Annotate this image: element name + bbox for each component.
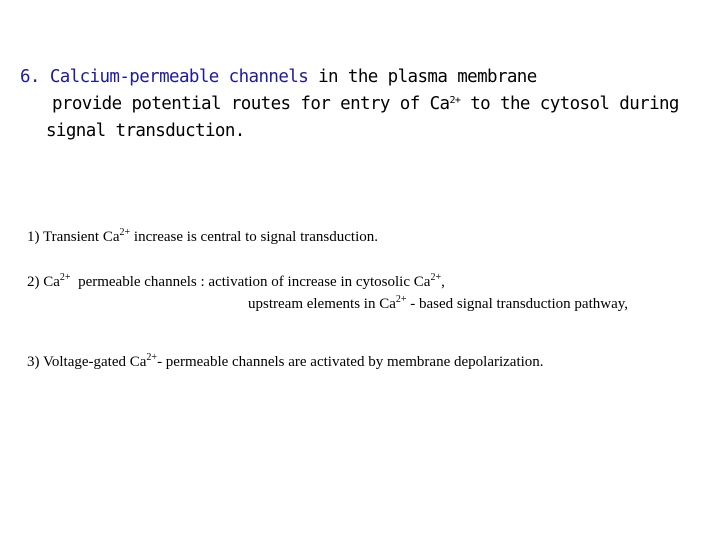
heading-line-2 bbox=[20, 91, 710, 118]
point-2-continuation bbox=[248, 296, 628, 313]
point-3 bbox=[27, 354, 544, 371]
point-1-text-a: 1) Transient Ca bbox=[27, 229, 120, 245]
heading-line-1 bbox=[20, 64, 710, 91]
slide-heading bbox=[20, 64, 710, 145]
heading-line-1-rest: in the plasma membrane bbox=[318, 67, 537, 87]
point-2-text-b: permeable channels : activation of increase in cytosolic Ca bbox=[78, 274, 431, 290]
heading-term: Calcium-permeable channels bbox=[49, 67, 309, 87]
point-2-text-c: , bbox=[441, 274, 445, 290]
point-2-text-a: 2) Ca bbox=[27, 274, 60, 290]
point-1-text-b: increase is central to signal transduction. bbox=[133, 229, 378, 245]
point-3-superscript: 2+ bbox=[146, 352, 158, 363]
point-2-superscript: 2+ bbox=[59, 272, 71, 283]
point-2-cont-text-b: - based signal transduction pathway, bbox=[410, 296, 629, 312]
heading-line-2-superscript: 2+ bbox=[449, 95, 461, 106]
point-1-superscript: 2+ bbox=[119, 227, 131, 238]
heading-line-2-text-a: provide potential routes for entry of Ca bbox=[52, 94, 450, 114]
point-2-superscript-2: 2+ bbox=[430, 272, 442, 283]
point-3-text-b: - permeable channels are activated by membrane depolarization. bbox=[157, 354, 544, 370]
point-2-cont-superscript: 2+ bbox=[395, 294, 407, 305]
heading-line-3: signal transduction. bbox=[46, 121, 245, 141]
point-2 bbox=[27, 274, 445, 291]
heading-number: 6. bbox=[20, 67, 40, 87]
point-2-cont-text-a: upstream elements in Ca bbox=[248, 296, 396, 312]
point-3-text-a: 3) Voltage-gated Ca bbox=[27, 354, 147, 370]
heading-line-2-text-b: to the cytosol during bbox=[470, 94, 679, 114]
point-1 bbox=[27, 229, 378, 246]
